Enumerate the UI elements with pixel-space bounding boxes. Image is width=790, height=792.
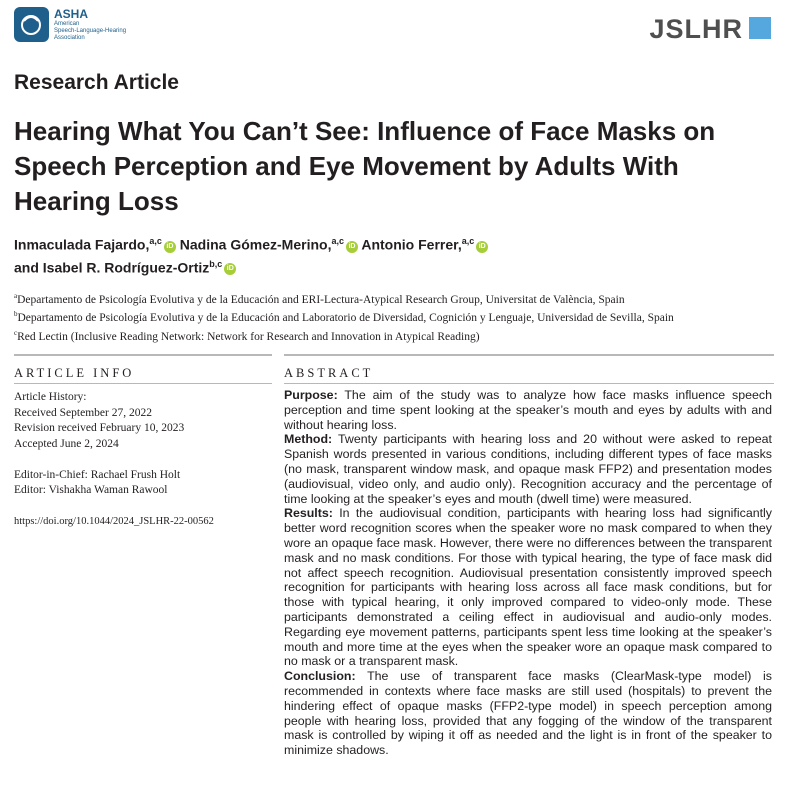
author-affil: a,c [461, 236, 475, 246]
asha-logo-text [54, 8, 126, 42]
history-label: Article History: [14, 391, 87, 403]
divider [284, 383, 774, 384]
affiliation: $^a$Departamento de Psicología Evolutiva y de la Educación and ERI-Lectura-Atypical Research Group, Universitat de València, Spain [14, 292, 625, 306]
article-info-heading: ARTICLE INFO [14, 366, 135, 380]
author-list [14, 232, 774, 277]
logo-acronym: ASHA [54, 7, 89, 21]
orcid-icon[interactable]: iD [346, 241, 358, 253]
orcid-icon[interactable]: iD [476, 241, 488, 253]
revision-date: Revision received February 10, 2023 [14, 422, 185, 434]
abstract-purpose: Purpose: The aim of the study was to analyze how face masks influence speech perception and time spent looking at the speaker’s mouth and eyes by adults with and without hearing loss. [284, 388, 772, 432]
accepted-date: Accepted June 2, 2024 [14, 437, 119, 450]
author-name: Antonio Ferrer, [361, 236, 462, 253]
abstract-method: Method: Twenty participants with hearing loss and 20 without were asked to repeat Spanish words presented in various conditions, including different types of face masks (no mask, transparent window mask, and opaque mask FFP2) and presentation modes (audiovisual, video only, and audio only). Recognition accuracy and the percentage of time looking at the speaker’s eyes and mouth (dwell time) were measured. [284, 432, 772, 506]
doi-link[interactable]: https://doi.org/10.1044/2024_JSLHR-22-00562 [14, 516, 214, 527]
divider [284, 354, 774, 356]
divider [14, 354, 272, 356]
author-name: Nadina Gómez-Merino, [179, 236, 332, 253]
author-affil: b,c [209, 258, 223, 269]
affiliation: $^c$Red Lectin (Inclusive Reading Network: Network for Research and Innovation in Atypical Reading) [14, 328, 480, 343]
journal-square-icon [749, 17, 771, 39]
orcid-icon[interactable]: iD [224, 263, 236, 275]
divider [14, 383, 272, 384]
author-affil: a,c [149, 236, 162, 246]
editor-in-chief: Editor-in-Chief: Rachael Frush Holt [14, 468, 181, 481]
author-name: and Isabel R. Rodríguez-Ortiz [14, 259, 210, 276]
logo-line-1: American [54, 21, 80, 27]
orcid-icon[interactable]: iD [164, 241, 176, 253]
affiliations [14, 289, 784, 344]
editor: Editor: Vishakha Waman Rawool [14, 484, 168, 496]
logo-line-2: Speech-Language-Hearing [54, 28, 127, 34]
abstract-results: Results: In the audiovisual condition, participants with hearing loss had significantly better word recognition scores when the speaker wore no mask compared to when they wore an opaque face mask. However, there were no differences between the transparent mask and no mask conditions. For those with typical hearing, the type of face mask did not affect speech recognition. Audiovisual presentation consistently improved speech recognition for participants with hearing loss across all face mask conditions, but for those with typical hearing, it only improved compared to video-only mode. These participants demonstrated a ceiling effect in audiovisual and audio-only modes. Regarding eye movement patterns, participants spent less time looking at the speaker’s mouth and more time at the eyes when the speaker wore an opaque mask compared to no mask or a transparent mask. [284, 506, 772, 669]
article-info [14, 390, 272, 530]
article-title: Hearing What You Can’t See: Influence of Face Masks on Speech Perception and Eye Movement by Adults With Hearing Loss [14, 116, 716, 216]
author-affil: a,c [331, 236, 344, 246]
journal-name: JSLHR [649, 14, 743, 44]
author-name: Inmaculada Fajardo, [14, 236, 150, 253]
logo-line-3: Association [54, 35, 85, 41]
affiliation: $^b$Departamento de Psicología Evolutiva y de la Educación and Laboratorio de Diversidad, Cognición y Lenguaje, Universidad de Sevilla, Spain [14, 310, 674, 325]
abstract-body [284, 388, 772, 758]
asha-logo-icon [14, 7, 49, 42]
received-date: Received September 27, 2022 [14, 406, 152, 419]
abstract-conclusion: Conclusion: The use of transparent face masks (ClearMask-type model) is recommended in contexts where face masks are still used (hospitals) to prevent the hindering effect of opaque masks (FFP2-type model) in speech perception among people with hearing loss, provided that any fogging of the window of the transparent mask is controlled by wiping it off as needed and the light is in front of the speaker to minimize shadows. [284, 669, 772, 758]
abstract-heading: ABSTRACT [284, 366, 374, 380]
article-type: Research Article [14, 71, 179, 94]
